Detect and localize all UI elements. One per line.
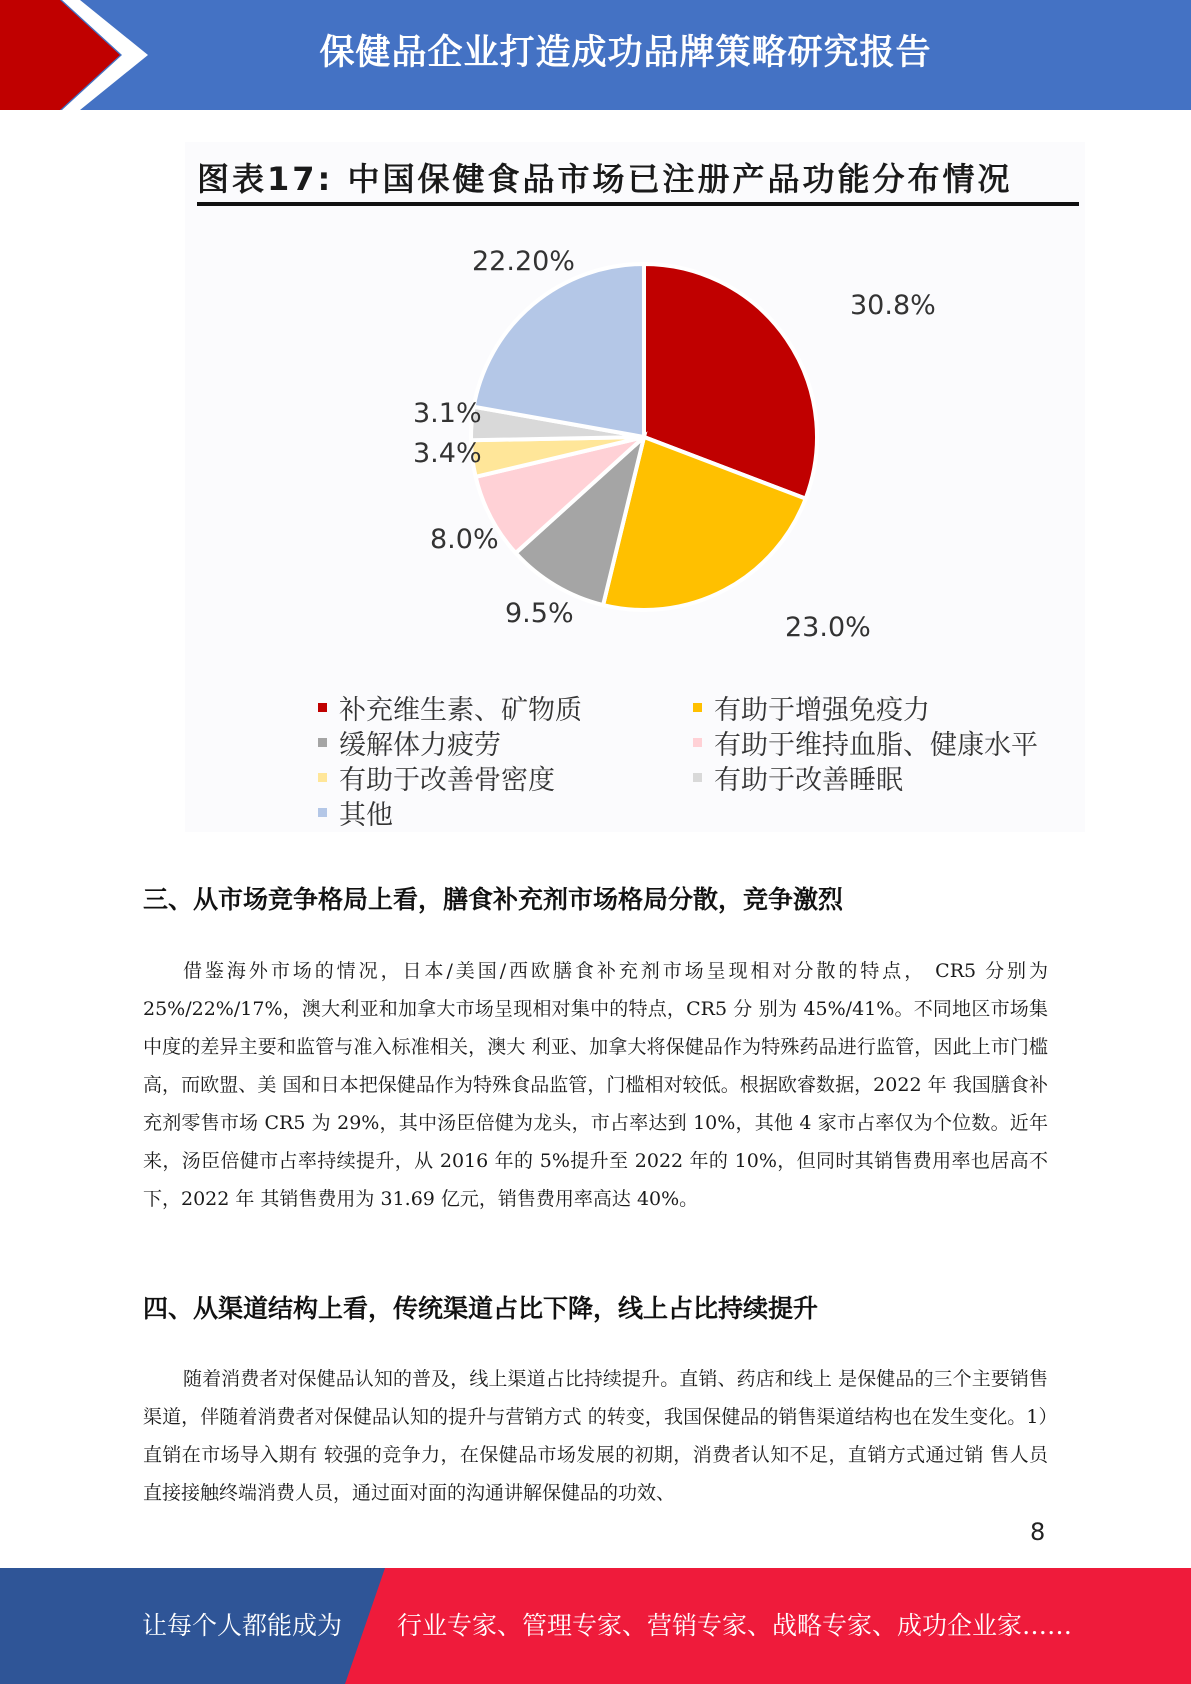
legend-label: 有助于维持血脂、健康水平 — [714, 730, 1038, 761]
page-number: 8 — [1030, 1518, 1046, 1546]
legend-label: 有助于改善骨密度 — [339, 765, 555, 796]
footer-slogan-right: 行业专家、管理专家、营销专家、战略专家、成功企业家…… — [397, 1611, 1073, 1640]
pie-data-label: 3.1% — [413, 398, 482, 429]
legend-label: 其他 — [339, 800, 393, 831]
section-paragraph-4: 随着消费者对保健品认知的普及，线上渠道占比持续提升。直销、药店和线上 是保健品的三个主要销售渠道，伴随着消费者对保健品认知的提升与营销方式 的转变，我国保健品的销售渠道结构也在发生变化。1）直销在市场导入期有 较强的竞争力，在保健品市场发展的初期，消费者认知不足，直销方式通过销 售人员直接接触终端消费人员，通过面对面的沟通讲解保健品的功效、 — [143, 1368, 1048, 1504]
section-paragraph-3: 借鉴海外市场的情况，日本/美国/西欧膳食补充剂市场呈现相对分散的特点， CR5 分别为 25%/22%/17%，澳大利亚和加拿大市场呈现相对集中的特点，CR5 分 别为 45%/41%。不同地区市场集中度的差异主要和监管与准入标准相关，澳大 利亚、加拿大将保健品作为特殊药品进行监管，因此上市门槛高，而欧盟、美 国和日本把保健品作为特殊食品监管，门槛相对较低。根据欧睿数据，2022 年 我国膳食补充剂零售市场 CR5 为 29%，其中汤臣倍健为龙头，市占率达到 10%，其他 4 家市占率仅为个位数。近年来，汤臣倍健市占率持续提升，从 2016 年的 5%提升至 2022 年的 10%，但同时其销售费用率也居高不下，2022 年 其销售费用为 31.69 亿元，销售费用率高达 40%。 — [143, 960, 1048, 1210]
legend-item — [318, 760, 693, 795]
report-footer — [0, 1568, 1191, 1684]
pie-data-label: 8.0% — [430, 524, 499, 555]
legend-item — [693, 760, 1078, 795]
legend-swatch — [318, 703, 327, 712]
figure-title: 图表17: 中国保健食品市场已注册产品功能分布情况 — [197, 160, 1013, 198]
pie-data-label: 22.20% — [472, 246, 575, 277]
section-heading-4: 四、从渠道结构上看，传统渠道占比下降，线上占比持续提升 — [143, 1294, 819, 1323]
legend-swatch — [318, 808, 327, 817]
pie-data-label: 23.0% — [785, 612, 871, 643]
legend-label: 有助于改善睡眠 — [714, 765, 903, 796]
pie-data-label: 30.8% — [850, 290, 936, 321]
legend-label: 补充维生素、矿物质 — [339, 695, 582, 726]
legend-item — [693, 725, 1078, 760]
pie-data-label: 9.5% — [505, 598, 574, 629]
legend-item — [318, 795, 693, 830]
legend-item — [318, 725, 693, 760]
chart-legend — [318, 690, 1078, 830]
legend-swatch — [318, 773, 327, 782]
legend-swatch — [318, 738, 327, 747]
legend-item — [318, 690, 693, 725]
legend-swatch — [693, 773, 702, 782]
pie-data-label: 3.4% — [413, 438, 482, 469]
footer-slogan-left: 让每个人都能成为 — [142, 1611, 343, 1640]
report-title: 保健品企业打造成功品牌策略研究报告 — [319, 33, 932, 73]
chart-figure — [185, 142, 1085, 832]
report-header — [0, 0, 1191, 110]
legend-label: 缓解体力疲劳 — [339, 730, 501, 761]
section-heading-3: 三、从市场竞争格局上看，膳食补充剂市场格局分散，竞争激烈 — [143, 885, 844, 914]
pie-chart — [185, 142, 1085, 682]
legend-label: 有助于增强免疫力 — [714, 695, 930, 726]
pie-slice — [474, 264, 644, 437]
legend-swatch — [693, 703, 702, 712]
legend-item — [693, 690, 1078, 725]
legend-swatch — [693, 738, 702, 747]
